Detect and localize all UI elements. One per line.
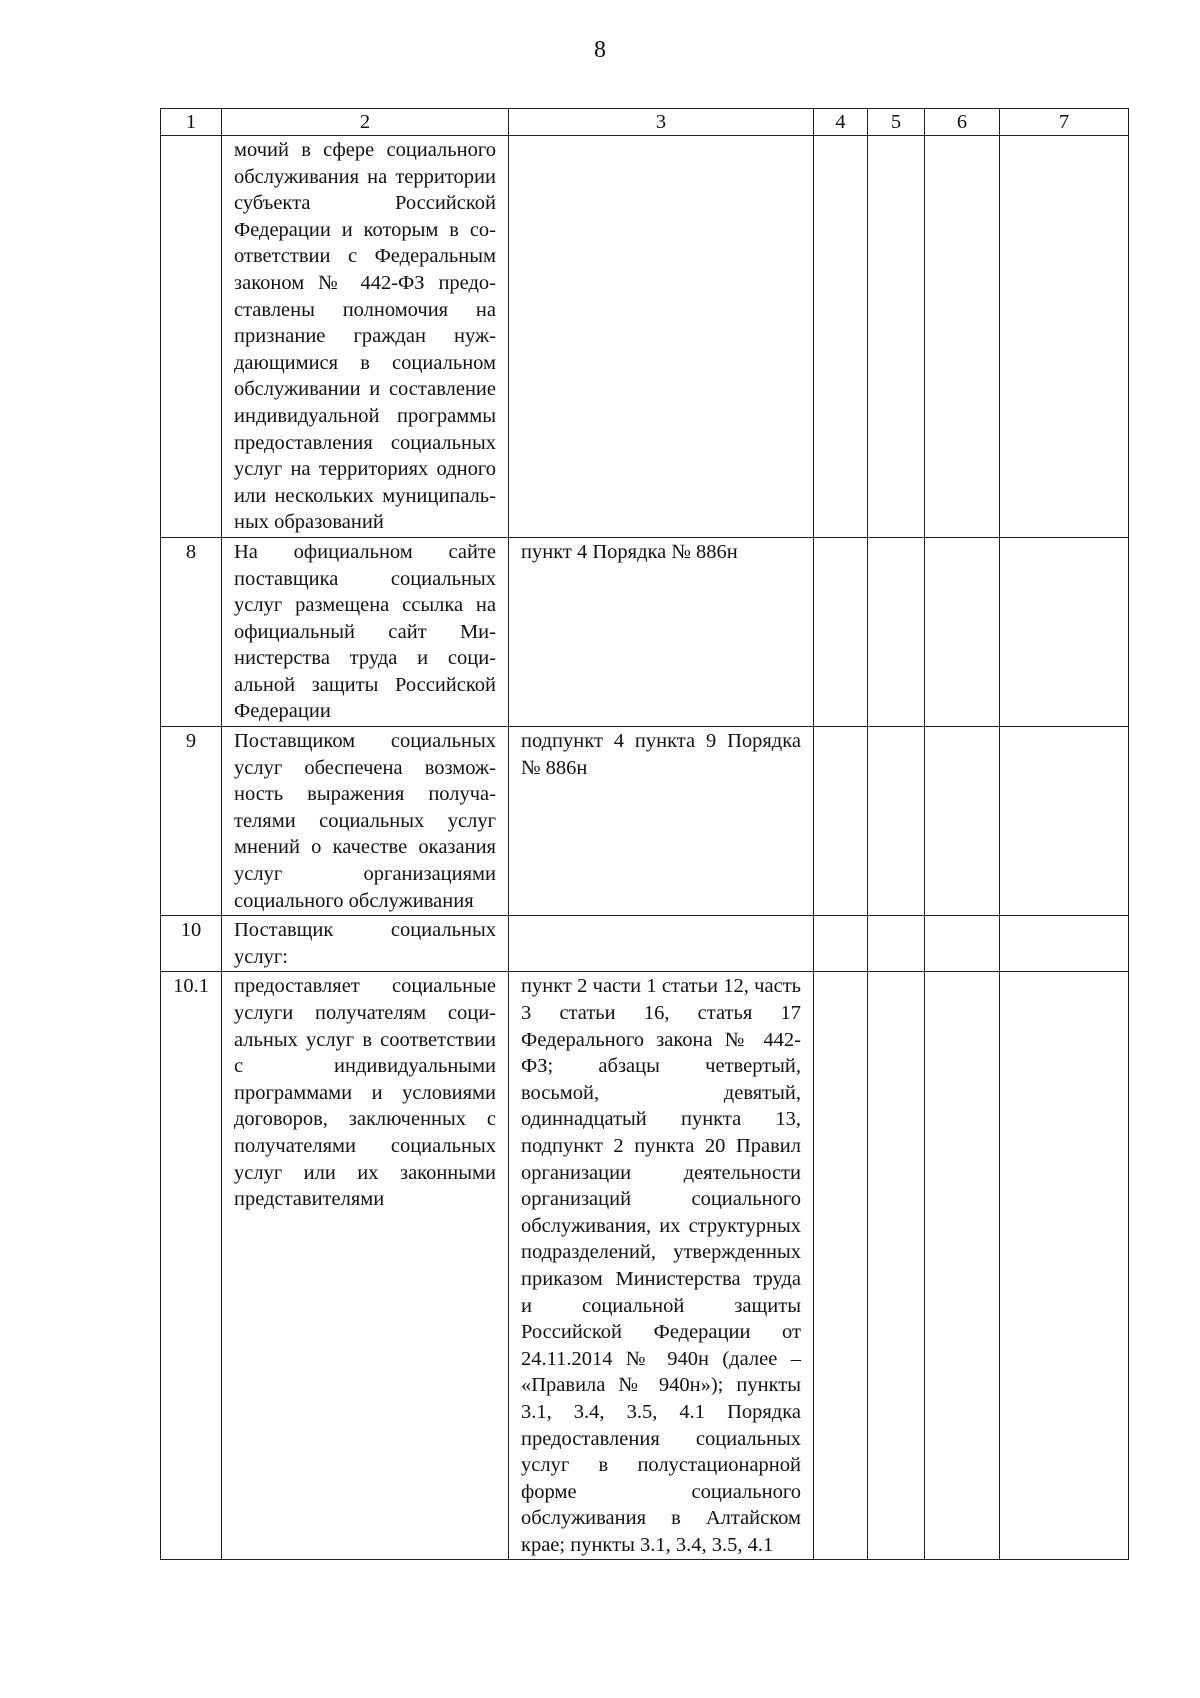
empty-cell xyxy=(925,136,1000,538)
checklist-table xyxy=(160,108,1129,1560)
column-header-3: 3 xyxy=(509,109,814,136)
table-row xyxy=(161,136,1129,538)
reference-cell: пункт 2 части 1 статьи 12, часть 3 статьи 16, статья 17 Федерального закона № 442-ФЗ; абзацы четвертый, восьмой, девятый, одиннадцатый пункта 13, подпункт 2 пункта 20 Правил организации деятельности организаций социального обслуживания, их структурных подразделений, утвержденных приказом Министерства труда и социальной защиты Российской Федерации от 24.11.2014 № 940н (далее – «Правила № 940н»); пункты 3.1, 3.4, 3.5, 4.1 Порядка предоставления социальных услуг в полустационарной форме социального обслуживания в Алтайском крае; пункты 3.1, 3.4, 3.5, 4.1 xyxy=(509,972,814,1560)
empty-cell xyxy=(814,537,868,726)
empty-cell xyxy=(868,537,925,726)
column-header-6: 6 xyxy=(925,109,1000,136)
empty-cell xyxy=(814,916,868,972)
column-header-5: 5 xyxy=(868,109,925,136)
empty-cell xyxy=(925,916,1000,972)
row-number xyxy=(161,136,222,538)
reference-cell: пункт 4 Порядка № 886н xyxy=(509,537,814,726)
empty-cell xyxy=(925,972,1000,1560)
row-number: 10.1 xyxy=(161,972,222,1560)
empty-cell xyxy=(925,727,1000,916)
requirement-cell: Поставщиком социальных услуг обеспечена возможность выражения получателями социальных услуг мнений о качестве оказания услуг организациями социального обслуживания xyxy=(222,727,509,916)
table-row xyxy=(161,972,1129,1560)
empty-cell xyxy=(1000,136,1129,538)
empty-cell xyxy=(868,727,925,916)
requirement-cell: предоставляет социальные услуги получателям социальных услуг в соответствии с индивидуальными программами и условиями договоров, заключенных с получателями социальных услуг или их законными представителями xyxy=(222,972,509,1560)
reference-cell: подпункт 4 пункта 9 Порядка № 886н xyxy=(509,727,814,916)
empty-cell xyxy=(1000,537,1129,726)
column-header-7: 7 xyxy=(1000,109,1129,136)
column-header-2: 2 xyxy=(222,109,509,136)
table-body xyxy=(161,136,1129,1560)
empty-cell xyxy=(1000,916,1129,972)
row-number: 9 xyxy=(161,727,222,916)
table-header xyxy=(161,109,1129,136)
reference-cell xyxy=(509,916,814,972)
column-header-4: 4 xyxy=(814,109,868,136)
row-number: 10 xyxy=(161,916,222,972)
requirement-cell: Поставщик социальных услуг: xyxy=(222,916,509,972)
empty-cell xyxy=(868,916,925,972)
row-number: 8 xyxy=(161,537,222,726)
empty-cell xyxy=(814,727,868,916)
empty-cell xyxy=(868,972,925,1560)
empty-cell xyxy=(925,537,1000,726)
empty-cell xyxy=(814,972,868,1560)
column-header-1: 1 xyxy=(161,109,222,136)
table-row xyxy=(161,537,1129,726)
empty-cell xyxy=(868,136,925,538)
page-number: 8 xyxy=(594,37,606,63)
requirement-cell: мочий в сфере социального обслуживания на территории субъекта Российской Федерации и которым в соответствии с Федеральным законом № 442-ФЗ предоставлены полномочия на признание граждан нуждающимися в социальном обслуживании и составление индивидуальной программы предоставления социальных услуг на территориях одного или нескольких муниципальных образований xyxy=(222,136,509,538)
requirement-cell: На официальном сайте поставщика социальных услуг размещена ссылка на официальный сайт Министерства труда и социальной защиты Российской Федерации xyxy=(222,537,509,726)
reference-cell xyxy=(509,136,814,538)
table-row xyxy=(161,727,1129,916)
header-row xyxy=(161,109,1129,136)
empty-cell xyxy=(1000,727,1129,916)
empty-cell xyxy=(1000,972,1129,1560)
empty-cell xyxy=(814,136,868,538)
table-row xyxy=(161,916,1129,972)
